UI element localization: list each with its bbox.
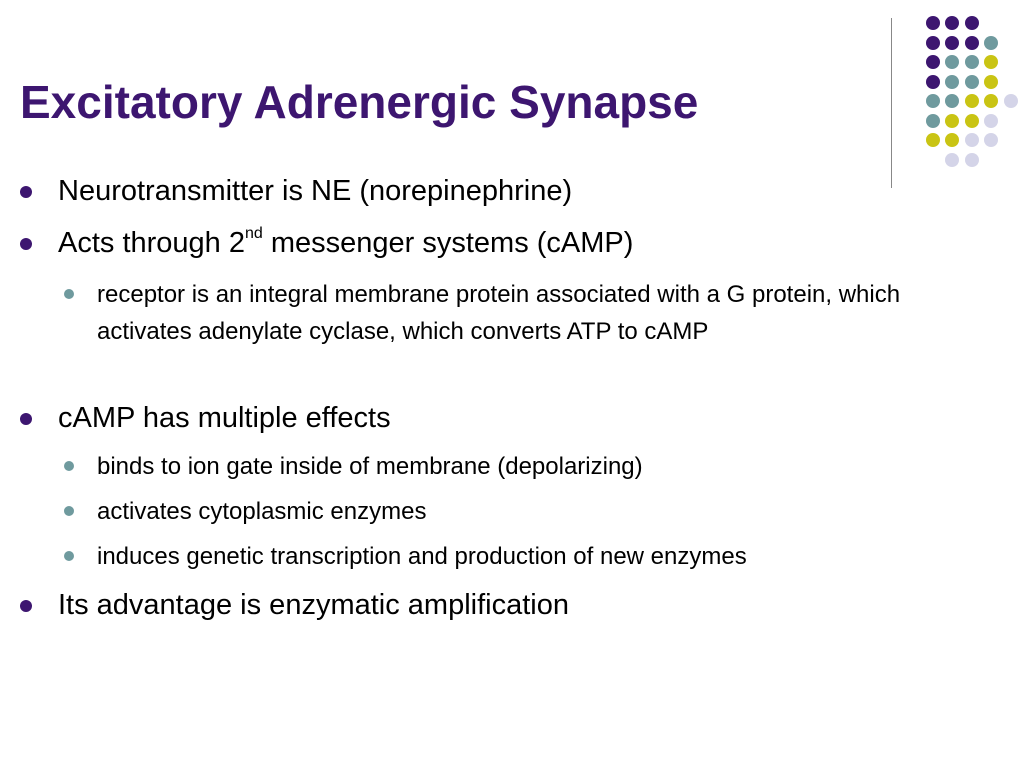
decorative-dot-yellow	[984, 94, 998, 108]
decorative-dot-purple	[945, 36, 959, 50]
decorative-dot-yellow	[984, 75, 998, 89]
sub-bullet-text: induces genetic transcription and production of new enzymes	[97, 543, 747, 570]
slide-title: Excitatory Adrenergic Synapse	[20, 76, 699, 128]
decorative-dot-lavender	[945, 153, 959, 167]
decorative-dot-purple	[965, 36, 979, 50]
sub-bullet-item	[97, 493, 997, 530]
bullet-item	[58, 588, 569, 622]
bullet-text: Acts through 2nd messenger systems (cAMP)	[58, 225, 634, 259]
decorative-dot-teal	[945, 55, 959, 69]
superscript: nd	[245, 225, 263, 243]
decorative-dot-teal	[984, 36, 998, 50]
bullet-item	[58, 174, 572, 208]
decorative-dot-lavender	[965, 133, 979, 147]
decorative-dot-yellow	[945, 114, 959, 128]
decorative-dot-yellow	[945, 133, 959, 147]
decorative-dot-teal	[965, 55, 979, 69]
decorative-dot-yellow	[965, 94, 979, 108]
sub-bullet-text: binds to ion gate inside of membrane (depolarizing)	[97, 453, 643, 480]
bullet-dot-icon	[20, 413, 32, 425]
decorative-dot-teal	[965, 75, 979, 89]
sub-bullet-text: activates cytoplasmic enzymes	[97, 498, 427, 525]
decorative-dot-teal	[926, 114, 940, 128]
vertical-divider	[891, 18, 892, 188]
decorative-dot-purple	[926, 16, 940, 30]
sub-bullet-dot-icon	[64, 289, 74, 299]
bullet-item	[58, 401, 391, 435]
bullet-dot-icon	[20, 600, 32, 612]
decorative-dot-teal	[945, 75, 959, 89]
decorative-dot-lavender	[984, 114, 998, 128]
sub-bullet-dot-icon	[64, 506, 74, 516]
sub-bullet-text: receptor is an integral membrane protein associated with a G protein, which activates adenylate cyclase, which converts ATP to cAMP	[97, 281, 901, 345]
sub-bullet-item	[97, 448, 997, 485]
decorative-dot-purple	[926, 55, 940, 69]
decorative-dot-yellow	[984, 55, 998, 69]
decorative-dot-lavender	[984, 133, 998, 147]
sub-bullet-item	[97, 276, 997, 350]
decorative-dot-purple	[926, 75, 940, 89]
decorative-dot-lavender	[965, 153, 979, 167]
sub-bullet-dot-icon	[64, 461, 74, 471]
bullet-dot-icon	[20, 186, 32, 198]
decorative-dot-yellow	[965, 114, 979, 128]
decorative-dot-teal	[945, 94, 959, 108]
bullet-dot-icon	[20, 238, 32, 250]
bullet-text: Its advantage is enzymatic amplification	[58, 589, 569, 621]
decorative-dot-teal	[926, 94, 940, 108]
bullet-text: Neurotransmitter is NE (norepinephrine)	[58, 175, 573, 207]
decorative-dot-lavender	[1004, 94, 1018, 108]
sub-bullet-dot-icon	[64, 551, 74, 561]
decorative-dot-purple	[965, 16, 979, 30]
bullet-text: cAMP has multiple effects	[58, 402, 391, 434]
decorative-dot-yellow	[926, 133, 940, 147]
decorative-dot-purple	[945, 16, 959, 30]
decorative-dot-purple	[926, 36, 940, 50]
bullet-item	[58, 226, 633, 260]
sub-bullet-item	[97, 538, 997, 575]
